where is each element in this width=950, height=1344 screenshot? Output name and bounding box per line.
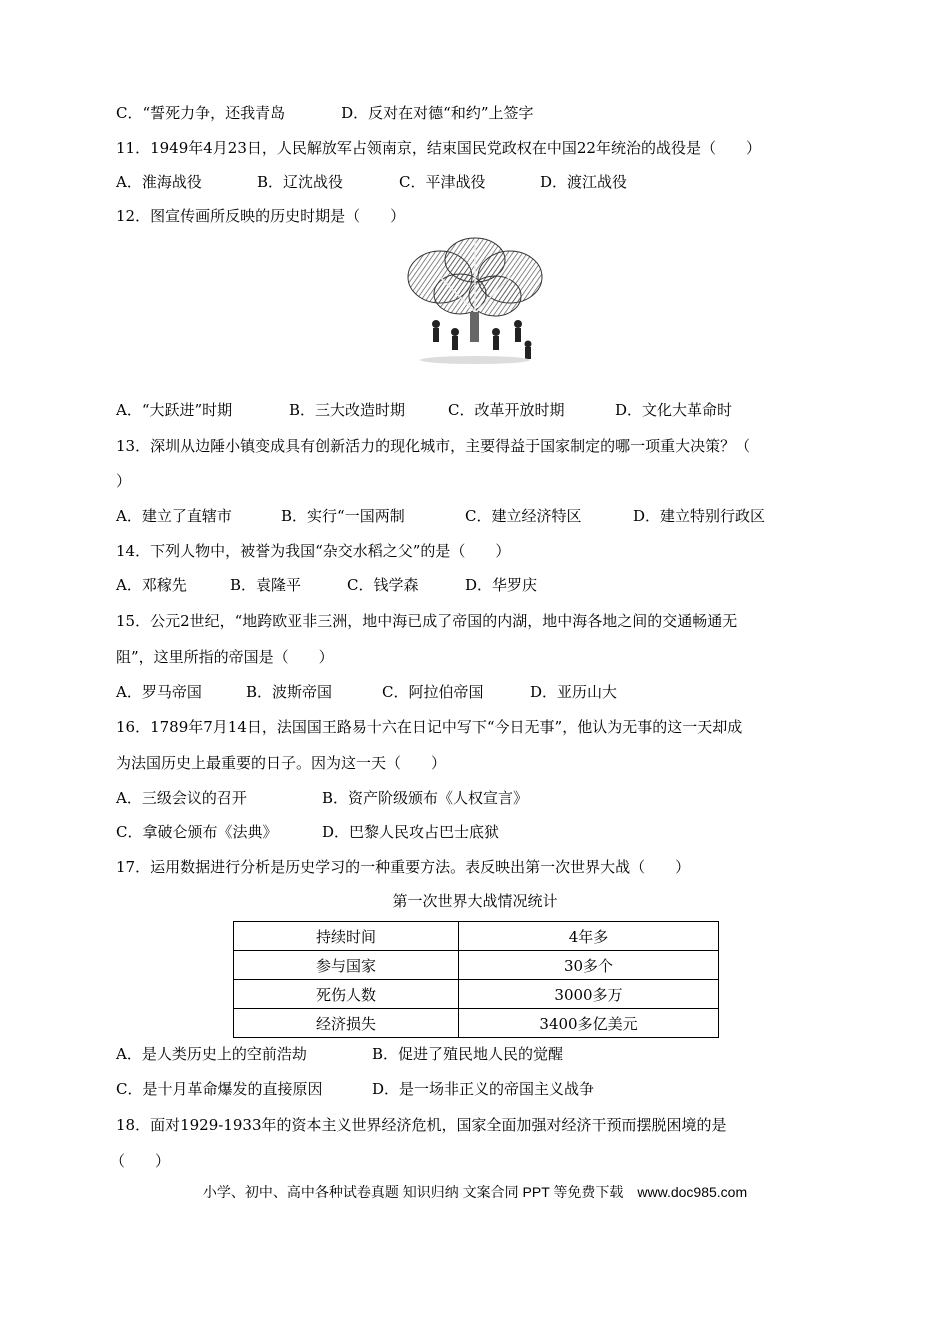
q16-option-c: C．拿破仑颁布《法典》	[116, 823, 278, 841]
q17-data-table	[233, 921, 719, 1038]
q14-option-a: A．邓稼先	[116, 576, 187, 594]
q13-option-d: D．建立特别行政区	[633, 507, 766, 525]
q15-stem-line1: 15．公元2世纪，“地跨欧亚非三洲，地中海已成了帝国的内湖，地中海各地之间的交通畅通无	[116, 612, 738, 630]
q16-stem-line2: 为法国历史上最重要的日子。因为这一天（ ）	[116, 754, 447, 772]
q18-stem-line2: （ ）	[110, 1152, 171, 1170]
table-cell: 参与国家	[234, 951, 459, 980]
q15-options	[116, 681, 617, 703]
q11-option-c: C．平津战役	[399, 173, 486, 191]
q15-option-d: D．亚历山大	[530, 683, 618, 701]
table-cell: 3000多万	[459, 980, 719, 1009]
q13-option-a: A．建立了直辖市	[116, 507, 232, 525]
q15-option-b: B．波斯帝国	[246, 683, 333, 701]
q16-options-cd	[116, 821, 499, 843]
q13-option-b: B．实行“一国两制	[281, 507, 405, 525]
q16-options-ab	[116, 787, 528, 809]
q17-options-ab	[116, 1043, 563, 1065]
q14-option-d: D．华罗庆	[465, 576, 538, 594]
q17-option-a: A．是人类历史上的空前浩劫	[116, 1045, 307, 1063]
propaganda-poster-image	[400, 232, 550, 372]
q17-option-b: B．促进了殖民地人民的觉醒	[372, 1045, 564, 1063]
table-cell: 3400多亿美元	[459, 1009, 719, 1038]
q12-option-d: D．文化大革命时	[615, 401, 733, 419]
table-row	[234, 922, 719, 951]
page-footer: 小学、初中、高中各种试卷真题 知识归纳 文案合同 PPT 等免费下载 www.doc985.com	[202, 1184, 748, 1200]
q12-option-c: C．改革开放时期	[448, 401, 565, 419]
q15-option-a: A．罗马帝国	[116, 683, 202, 701]
q18-stem-line1: 18．面对1929-1933年的资本主义世界经济危机，国家全面加强对经济干预而摆脱困境的是	[116, 1116, 727, 1134]
q11-option-a: A．淮海战役	[116, 173, 202, 191]
q13-options	[116, 505, 765, 527]
q10-option-c: C．“誓死力争，还我青岛	[116, 104, 286, 122]
q17-table-title: 第一次世界大战情况统计	[392, 892, 558, 910]
table-cell: 经济损失	[234, 1009, 459, 1038]
q14-option-b: B．袁隆平	[230, 576, 302, 594]
q11-options	[116, 171, 627, 193]
q14-options	[116, 574, 537, 596]
table-cell: 死伤人数	[234, 980, 459, 1009]
q16-option-b: B．资产阶级颁布《人权宣言》	[322, 789, 529, 807]
q12-stem: 12．图宣传画所反映的历史时期是（ ）	[116, 207, 406, 225]
q15-option-c: C．阿拉伯帝国	[382, 683, 484, 701]
table-row	[234, 1009, 719, 1038]
q10-option-d: D．反对在对德“和约”上签字	[341, 104, 534, 122]
q13-stem-line2: ）	[116, 472, 132, 490]
q15-stem-line2: 阻”，这里所指的帝国是（ ）	[116, 648, 334, 666]
q12-option-b: B．三大改造时期	[289, 401, 406, 419]
q16-option-d: D．巴黎人民攻占巴士底狱	[322, 823, 500, 841]
q14-option-c: C．钱学森	[347, 576, 419, 594]
table-cell: 30多个	[459, 951, 719, 980]
q16-option-a: A．三级会议的召开	[116, 789, 247, 807]
q17-stem: 17．运用数据进行分析是历史学习的一种重要方法。表反映出第一次世界大战（ ）	[116, 858, 691, 876]
q10-options	[116, 102, 534, 124]
q17-option-c: C．是十月革命爆发的直接原因	[116, 1080, 323, 1098]
q12-option-a: A．“大跃进”时期	[116, 401, 233, 419]
q17-options-cd	[116, 1078, 594, 1100]
q17-option-d: D．是一场非正义的帝国主义战争	[372, 1080, 595, 1098]
table-row	[234, 980, 719, 1009]
q13-option-c: C．建立经济特区	[465, 507, 582, 525]
table-cell: 4年多	[459, 922, 719, 951]
table-cell: 持续时间	[234, 922, 459, 951]
q12-options	[116, 399, 732, 421]
q11-stem: 11．1949年4月23日，人民解放军占领南京，结束国民党政权在中国22年统治的战役是（ ）	[116, 139, 761, 157]
q11-option-b: B．辽沈战役	[257, 173, 344, 191]
table-row	[234, 951, 719, 980]
q16-stem-line1: 16．1789年7月14日，法国国王路易十六在日记中写下“今日无事”，他认为无事的这一天却成	[116, 718, 743, 736]
q11-option-d: D．渡江战役	[540, 173, 628, 191]
q13-stem-line1: 13．深圳从边陲小镇变成具有创新活力的现化城市，主要得益于国家制定的哪一项重大决策？（	[116, 437, 751, 455]
q14-stem: 14．下列人物中，被誉为我国“杂交水稻之父”的是（ ）	[116, 542, 511, 560]
